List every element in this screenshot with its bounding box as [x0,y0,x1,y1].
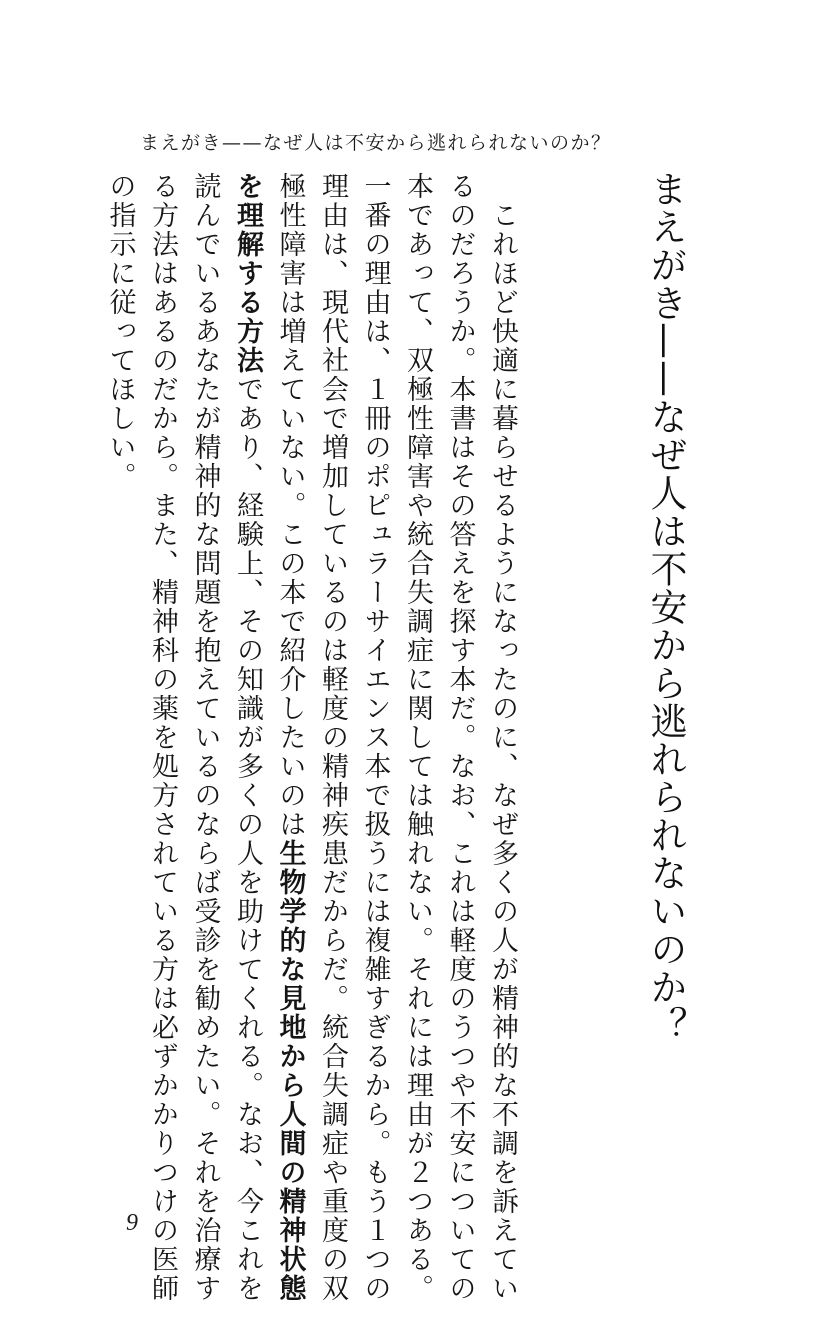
body-line-1: これほど快適に暮らせるようになったのに、なぜ多くの人が精神的な不調を訴えてい [487,172,518,1303]
body-line-9: る方法はあるのだから。また、精神科の薬を処方されている方は必ずかかりつけの医師 [147,172,178,1303]
body-line-2: るのだろうか。本書はその答えを探す本だ。なお、これは軽度のうつや不安についての [444,172,476,1303]
body-line-7-text: であり、経験上、その知識が多くの人を助けてくれる。なお、今これを [232,375,263,1303]
chapter-title: まえがき——なぜ人は不安から逃れられないのか？ [644,170,687,1044]
body-line-8: 読んでいるあなたが精神的な問題を抱えているのならば受診を勧めたい。それを治療す [189,172,221,1303]
body-line-7 [226,172,269,1303]
body-line-5: 理由は、現代社会で増加しているのは軽度の精神疾患だからだ。統合失調症や重度の双 [317,172,348,1303]
bold-emphasis-1: 生物学的な見地から人間の精神状態 [274,839,306,1303]
body-line-6-text: 極性障害は増えていない。この本で紹介したいのは [274,172,306,839]
page-number: 9 [126,1210,138,1236]
bold-emphasis-2: を理解する方法 [232,172,263,375]
body-line-4: 一番の理由は、１冊のポピュラーサイエンス本で扱うには複雑すぎるから。もう１つの [359,172,391,1303]
body-line-3: 本であって、双極性障害や統合失調症に関しては触れない。それには理由が２つある。 [402,172,433,1303]
body-line-6 [268,172,311,1303]
body-text [98,172,523,1303]
running-head: まえがき——なぜ人は不安から逃れられないのか？ [140,132,612,154]
body-line-10: の指示に従ってほしい。 [104,172,136,491]
